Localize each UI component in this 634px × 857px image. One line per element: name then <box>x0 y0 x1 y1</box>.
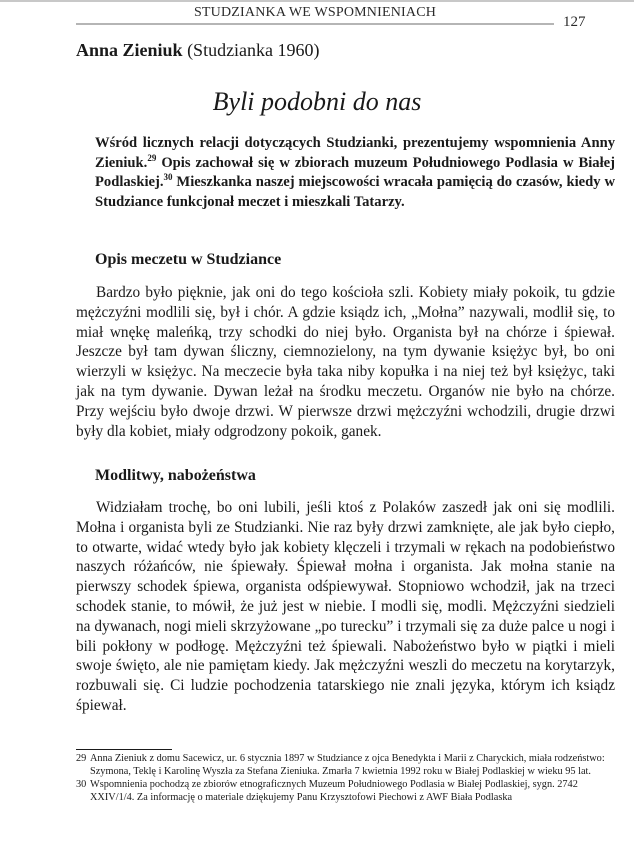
intro-text-1: Wśród licznych relacji dotyczących Studzianki, prezentujemy wspomnienia Anny Zieniuk. <box>95 135 615 171</box>
footnote-text: Wspomnienia pochodzą ze zbiorów etnograficznych Muzeum Południowego Podlasia w Białej Podlaskiej, sygn. 2742 XXIV/1/4. Za informację o materiale dziękujemy Panu Krzysztofowi Piechowi z AWF Biała Podlaska <box>90 779 578 803</box>
section-body-prayers <box>76 498 615 716</box>
section-body-mosque-description <box>76 283 615 441</box>
author-note: (Studzianka 1960) <box>187 40 320 60</box>
section-heading-prayers: Modlitwy, nabożeństwa <box>95 467 256 484</box>
intro-text-2: Opis zachował się w zbiorach muzeum Południowego Podlasia w Białej Podlaskiej. <box>95 154 615 190</box>
footnote-number: 29 <box>76 753 87 764</box>
footnote-rule <box>76 749 172 750</box>
section-heading-mosque-description: Opis meczetu w Studziance <box>95 251 282 268</box>
running-header: STUDZIANKA WE WSPOMNIENIACH <box>193 5 437 20</box>
footnote-ref-29[interactable]: 29 <box>147 152 157 163</box>
document-page <box>0 2 634 857</box>
header-rule <box>76 23 554 25</box>
author-line <box>76 40 320 61</box>
body-paragraph: Widziałam trochę, bo oni lubili, jeśli ktoś z Polaków zaszedł jak oni się modlili. Mołna i organista byli ze Studzianki. Nie raz były drzwi zamknięte, ale jak było ciepło, to otwarte, widać wtedy było jak kobiety klęczeli i trzymali w rękach na podobieństwo naszych różańców, nie śpiewały. Śpiewał mołna i organista. Jak mołna stanie na pierwszy schodek śpiewa, organista odśpiewywał. Stopniowo wchodził, jak na trzeci schodek stanie, to mówił, że już jest w niebie. I modli się, modli. Mężczyźni siedzieli na dywanach, nogi mieli skrzyżowane „po turecku” i trzymali się za duże palce u nogi i bili pokłony w podłogę. Mężczyźni też śpiewali. Nabożeństwo było w piątki i mieli swoje święto, ale nie pamiętam kiedy. Jak mężczyźni weszli do meczetu na korytarzyk, rozbuwali się. Ci ludzie pochodzenia tatarskiego nie znali języka, którym ich ksiądz śpiewał. <box>76 499 615 714</box>
footnotes <box>76 752 616 804</box>
footnote-number: 30 <box>76 779 87 790</box>
body-paragraph: Bardzo było pięknie, jak oni do tego kościoła szli. Kobiety miały pokoik, tu gdzie mężczyźni modlili się, był i chór. A gdzie ksiądz ich, „Mołna” nazywali, modlił się, to miał wnękę maleńką, trzy schodki do niej było. Organista był na chórze i śpiewał. Jeszcze był tam dywan śliczny, ciemnozielony, na tym dywanie księżyc był, bo oni wierzyli w księżyc. Na meczecie była taka niby kopułka i na niej też był księżyc, taki jak na tym dywanie. Dywan leżał na środku meczetu. Organów nie było na chórze. Przy wejściu było dwoje drzwi. W pierwsze drzwi mężczyźni wchodzili, drugie drzwi były dla kobiet, miały odgrodzony pokoik, ganek. <box>76 284 615 440</box>
article-title: Byli podobni do nas <box>212 87 422 116</box>
footnote-30 <box>76 778 616 804</box>
page-number: 127 <box>563 14 586 30</box>
intro-paragraph <box>95 134 615 212</box>
author-name: Anna Zieniuk <box>76 40 183 60</box>
intro-text-3: Mieszkanka naszej miejscowości wracała pamięcią do czasów, kiedy w Studziance funkcjonał meczet i mieszkali Tatarzy. <box>95 174 615 210</box>
footnote-text: Anna Zieniuk z domu Sacewicz, ur. 6 stycznia 1897 w Studziance z ojca Benedykta i Marii z Charyckich, miała rodzeństwo: Szymona, Teklę i Karolinę Wyszła za Stefana Zieniuka. Zmarła 7 kwietnia 1992 roku w Białej Podlaskiej w wieku 95 lat. <box>90 753 605 777</box>
footnote-29 <box>76 752 616 778</box>
footnote-ref-30[interactable]: 30 <box>163 172 173 182</box>
